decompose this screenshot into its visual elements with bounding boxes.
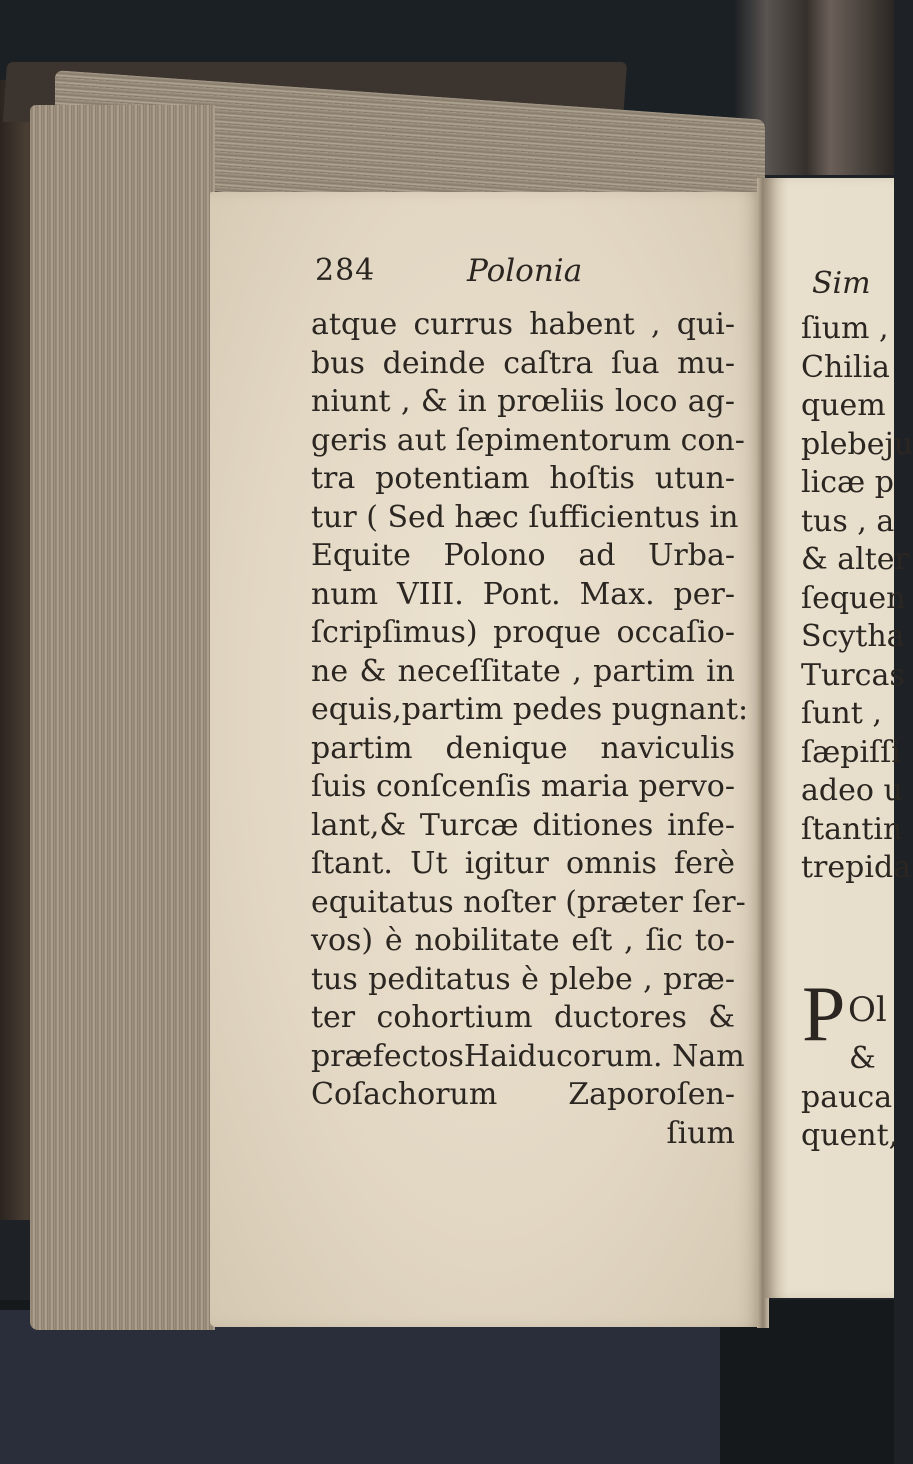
- text-line: &: [849, 1041, 876, 1076]
- text-line: licæ p: [801, 465, 894, 500]
- text-line: ter cohortium ductores &: [311, 1000, 735, 1035]
- text-line: num VIII. Pont. Max. per-: [311, 576, 735, 612]
- text-line: quent,: [801, 1118, 899, 1153]
- text-line: lant,& Turcæ ditiones infe-: [311, 807, 735, 843]
- text-line: tus peditatus è plebe , præ-: [311, 961, 735, 997]
- text-line: pauca: [801, 1079, 893, 1115]
- text-line: ſium ,: [801, 311, 889, 346]
- text-line: Coſachorum Zaporoſen-: [311, 1077, 735, 1112]
- right-page-header: Sim: [812, 266, 871, 301]
- text-line: ſtantin: [801, 811, 903, 847]
- text-line: Chilia: [801, 349, 890, 385]
- text-line: tur ( Sed hæc ſufficientus in: [311, 499, 739, 535]
- text-line: geris aut ſepimentorum con-: [311, 422, 745, 458]
- left-page-header: [315, 253, 735, 293]
- drop-cap-continuation: Ol: [848, 990, 887, 1030]
- text-line: bus deinde caſtra ſua mu-: [311, 345, 735, 381]
- page-number: 284: [315, 253, 376, 288]
- text-line: præfectosHaiducorum. Nam: [311, 1038, 745, 1074]
- text-line: Equite Polono ad Urba-: [311, 538, 735, 573]
- text-line: plebeju: [801, 426, 913, 462]
- right-page-body-continued: [801, 1040, 899, 1156]
- text-line: tra potentiam hoſtis utun-: [311, 461, 735, 496]
- catchword: ſium: [666, 1115, 735, 1151]
- right-page-body: [801, 310, 913, 888]
- text-line: vos) è nobilitate eſt , ſic to-: [311, 923, 735, 958]
- drop-cap: P: [802, 970, 846, 1057]
- text-line: Turcas: [801, 657, 905, 693]
- text-line: ſunt ,: [801, 696, 882, 731]
- page-edges-side: [30, 105, 215, 1330]
- text-line: atque currus habent , qui-: [311, 307, 735, 342]
- text-line: ne & neceſſitate , partim in: [311, 653, 735, 689]
- text-line: equis,partim pedes pugnant:: [311, 692, 749, 727]
- text-line: niunt , & in prœliis loco ag-: [311, 384, 735, 419]
- text-line: ſtant. Ut igitur omnis ferè: [311, 846, 735, 881]
- text-line: & alter: [801, 542, 909, 577]
- background-bottom-cloth: [0, 1310, 720, 1464]
- text-line: quem: [801, 388, 886, 423]
- text-line: Scytha: [801, 619, 905, 654]
- left-page-body: [311, 306, 749, 1153]
- running-head: Polonia: [467, 253, 583, 289]
- text-line: equitatus noſter (præter ſer-: [311, 884, 746, 920]
- text-line: tus , a: [801, 503, 895, 539]
- text-line: ſcripſimus) proque occaſio-: [311, 615, 735, 650]
- text-line: ſequen: [801, 580, 906, 616]
- text-line: ſæpiſſi: [801, 734, 901, 770]
- text-line: trepida: [801, 850, 912, 885]
- text-line: adeo u: [801, 773, 903, 808]
- text-line: partim denique naviculis: [311, 730, 735, 766]
- text-line: ſuis conſcenſis maria pervo-: [311, 769, 735, 804]
